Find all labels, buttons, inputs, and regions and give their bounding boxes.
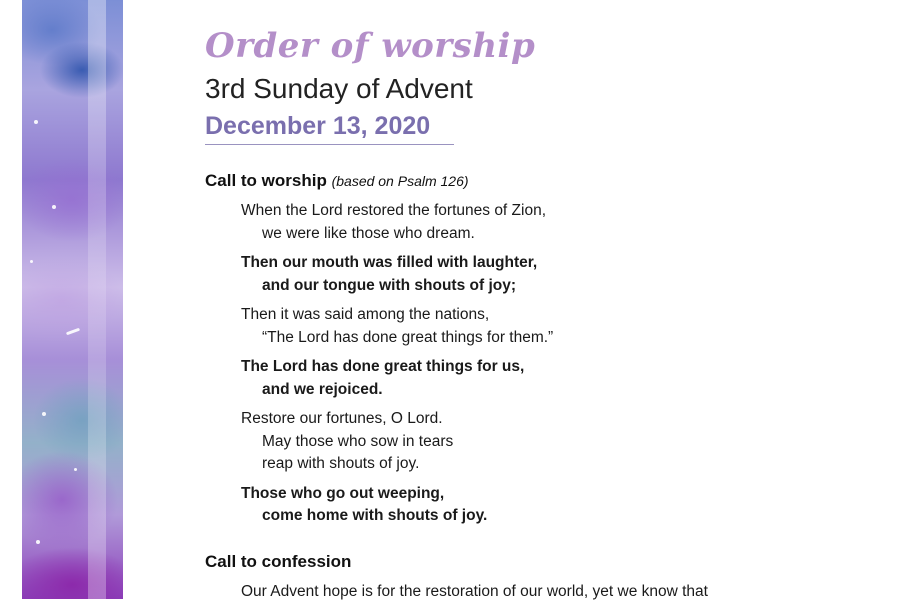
- call-to-confession-section: [205, 551, 708, 604]
- stanza-people: [241, 356, 553, 401]
- stanza-leader: [241, 304, 553, 349]
- litany-line: we were like those who dream.: [262, 224, 475, 242]
- litany-line: Then it was said among the nations,: [241, 306, 490, 323]
- litany-line: The Lord has done great things for us,: [241, 358, 525, 375]
- litany-line: Those who go out weeping,: [241, 484, 445, 502]
- section-heading: [205, 551, 708, 573]
- stanza-leader: [241, 200, 553, 245]
- paint-speck: [66, 328, 80, 336]
- scripture-note: (based on Psalm 126): [331, 173, 469, 189]
- litany-line: May those who sow in tears: [262, 432, 454, 450]
- litany-line: and our tongue with shouts of joy;: [262, 276, 517, 294]
- litany-line: When the Lord restored the fortunes of Zion,: [241, 202, 547, 219]
- stanza-people: [241, 252, 553, 297]
- litany-line: come home with shouts of joy.: [262, 507, 488, 524]
- litany-line: Then our mouth was filled with laughter,: [241, 254, 538, 271]
- order-of-worship-page: [205, 22, 875, 600]
- section-heading-label: Call to confession: [205, 552, 352, 571]
- paint-speck: [36, 540, 40, 544]
- paint-speck: [52, 205, 56, 209]
- paint-speck: [42, 412, 46, 416]
- stanza-people: [241, 483, 553, 528]
- paint-speck: [30, 260, 33, 263]
- litany-line: and we rejoiced.: [262, 380, 383, 398]
- section-heading-label: Call to worship: [205, 171, 327, 190]
- stanza-leader: [241, 408, 553, 476]
- section-heading: [205, 170, 553, 192]
- litany-line: reap with shouts of joy.: [262, 455, 420, 472]
- page-script-title: Order of worship: [205, 26, 536, 66]
- confession-paragraph: Our Advent hope is for the restoration of our world, yet we know that: [241, 583, 708, 600]
- litany-line: “The Lord has done great things for them.”: [262, 328, 554, 346]
- paint-speck: [34, 120, 38, 124]
- watercolor-decoration: [22, 0, 123, 599]
- paint-speck: [74, 468, 77, 471]
- litany: [241, 200, 553, 528]
- service-date: December 13, 2020: [205, 108, 454, 145]
- call-to-worship-section: [205, 170, 553, 535]
- watercolor-sheen: [88, 0, 106, 599]
- litany-line: Restore our fortunes, O Lord.: [241, 410, 443, 427]
- service-subtitle: 3rd Sunday of Advent: [205, 73, 473, 104]
